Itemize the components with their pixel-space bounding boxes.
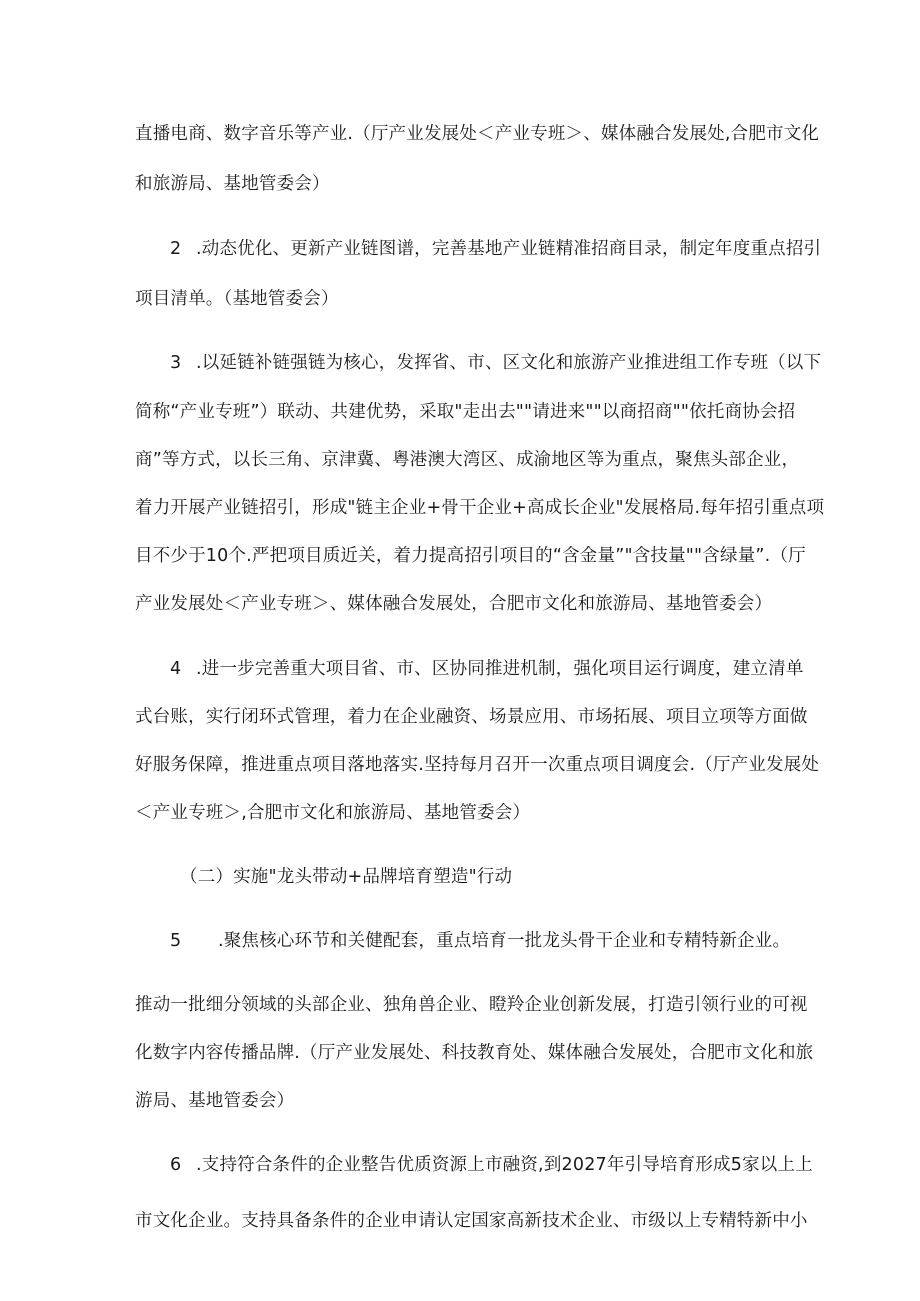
- paragraph-line: ＜产业专班＞,合肥市文化和旅游局、基地管委会）: [135, 803, 531, 823]
- paragraph-line: 和旅游局、基地管委会）: [135, 174, 330, 194]
- paragraph-line: 4 .进一步完善重大项目省、市、区协同推进机制，强化项目运行调度，建立清单: [170, 659, 804, 679]
- paragraph-line: 2 .动态优化、更新产业链图谱，完善基地产业链精准招商目录，制定年度重点招引: [170, 239, 822, 259]
- paragraph-line: 直播电商、数字音乐等产业.（厅产业发展处＜产业专班＞、媒体融合发展处,合肥市文化: [135, 124, 820, 144]
- paragraph-line: 市文化企业。支持具备条件的企业申请认定国家高新技术企业、市级以上专精特新中小: [135, 1211, 808, 1231]
- paragraph-line: 3 .以延链补链强链为核心，发挥省、市、区文化和旅游产业推进组工作专班（以下: [170, 353, 822, 373]
- paragraph-line: 化数字内容传播品牌.（厅产业发展处、科技教育处、媒体融合发展处，合肥市文化和旅: [135, 1043, 814, 1063]
- paragraph-line: 6 .支持符合条件的企业整告优质资源上市融资,到2027年引导培育形成5家以上上: [170, 1155, 813, 1175]
- paragraph-line: 好服务保障，推进重点项目落地落实.坚持每月召开一次重点项目调度会.（厅产业发展处: [135, 755, 820, 775]
- paragraph-line: 产业发展处＜产业专班＞、媒体融合发展处，合肥市文化和旅游局、基地管委会）: [135, 594, 773, 614]
- paragraph-line: 商”等方式，以长三角、京津冀、粤港澳大湾区、成渝地区等为重点，聚焦头部企业，: [135, 450, 800, 470]
- paragraph-line: 简称“产业专班”）联动、共建优势，采取"走出去""请进来""以商招商""依托商协会招: [135, 402, 796, 422]
- paragraph-line: 5 .聚焦核心环节和关健配套，重点培育一批龙头骨干企业和专精特新企业。: [170, 931, 791, 951]
- paragraph-line: 着力开展产业链招引，形成"链主企业+骨干企业+高成长企业"发展格局.每年招引重点项: [135, 498, 825, 518]
- paragraph-line: 项目清单。（基地管委会）: [135, 289, 339, 309]
- paragraph-line: 式台账，实行闭环式管理，着力在企业融资、场景应用、市场拓展、项目立项等方面做: [135, 707, 808, 727]
- paragraph-line: 游局、基地管委会）: [135, 1091, 295, 1111]
- paragraph-line: 目不少于10个.严把项目质近关，着力提高招引项目的“含金量”"含技量""含绿量”.（厅: [135, 546, 806, 566]
- section-heading: （二）实施"龙头带动+品牌培育塑造"行动: [180, 867, 513, 887]
- paragraph-line: 推动一批细分领域的头部企业、独角兽企业、瞪羚企业创新发展，打造引领行业的可视: [135, 995, 808, 1015]
